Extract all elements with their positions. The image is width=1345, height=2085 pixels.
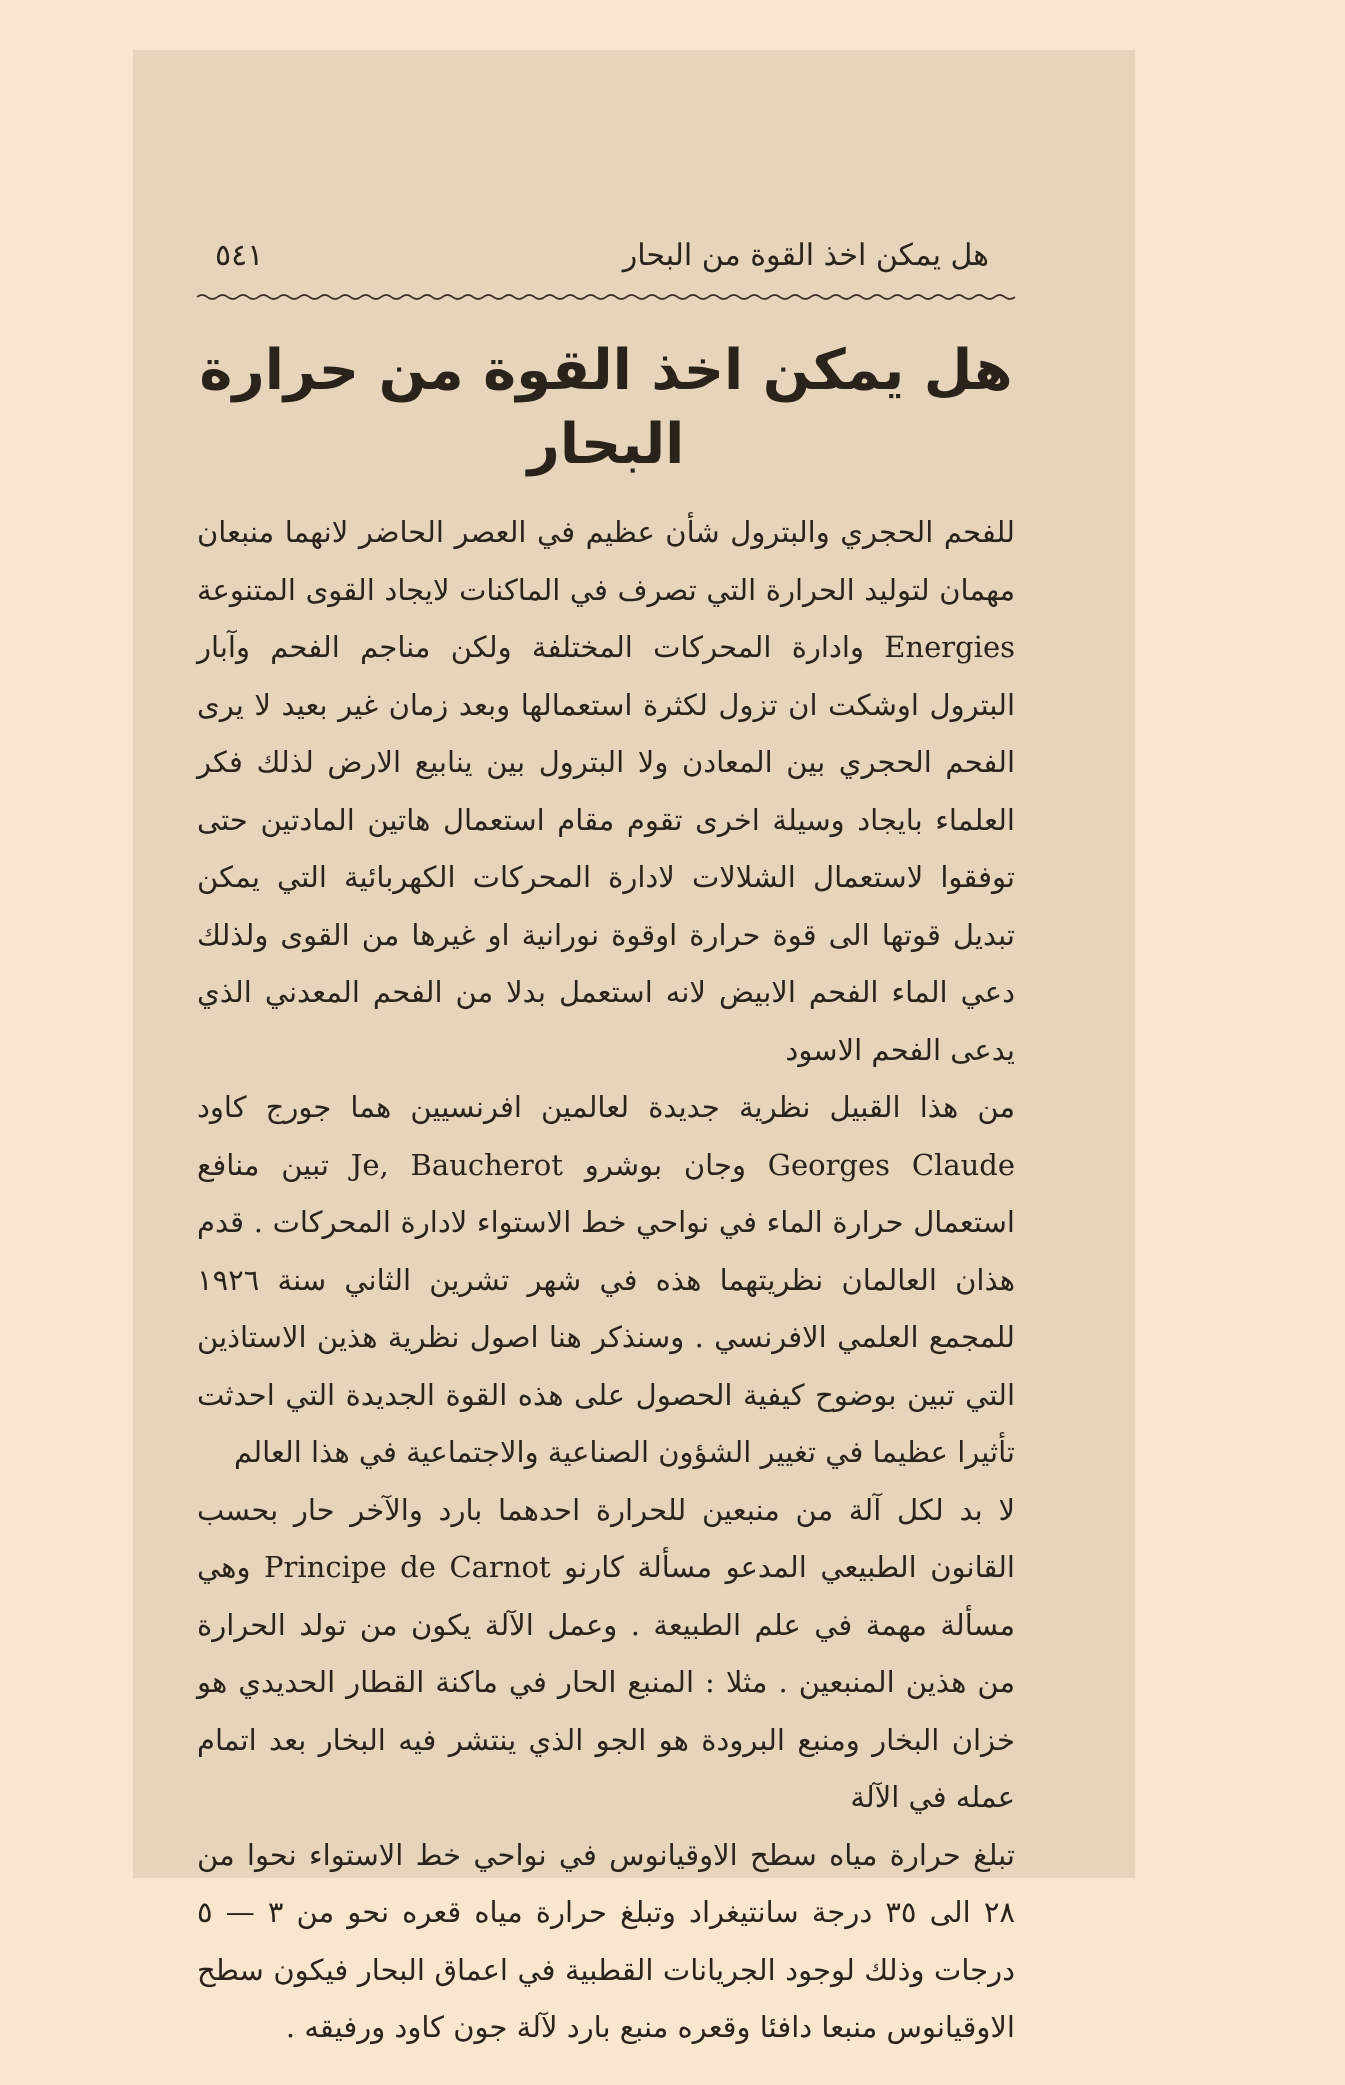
paragraph-2: من هذا القبيل نظرية جديدة لعالمين افرنسيين هما جورج كاود Georges Claude وجان بوشرو Je, Baucherot تبين منافع استعمال حرارة الماء في نواحي خط الاستواء لادارة المحركات . قدم هذان العالمان نظريتهما هذه في شهر تشرين الثاني سنة ١٩٢٦ للمجمع العلمي الافرنسي . وسنذكر هنا اصول نظرية هذين الاستاذين التي تبين بوضوح كيفية الحصول على هذه القوة الجديدة التي احدثت تأثيرا عظيما في تغيير الشؤون الصناعية والاجتماعية في هذا العالم bbox=[197, 1090, 1016, 1469]
page-header bbox=[197, 236, 1015, 276]
paragraph-1: للفحم الحجري والبترول شأن عظيم في العصر الحاضر لانهما منبعان مهمان لتوليد الحرارة التي تصرف في الماكنات لايجاد القوى المتنوعة Energies وادارة المحركات المختلفة ولكن مناجم الفحم وآبار البترول اوشكت ان تزول لكثرة استعمالها وبعد زمان غير بعيد لا يرى الفحم الحجري بين المعادن ولا البترول بين ينابيع الارض لذلك فكر العلماء بايجاد وسيلة اخرى تقوم مقام استعمال هاتين المادتين حتى توفقوا لاستعمال الشلالات لادارة المحركات الكهربائية التي يمكن تبديل قوتها الى قوة حرارة اوقوة نورانية او غيرها من القوى ولذلك دعي الماء الفحم الابيض لانه استعمل بدلا من الفحم المعدني الذي يدعى الفحم الاسود bbox=[197, 515, 1015, 1067]
article-title: هل يمكن اخذ القوة من حرارة البحار bbox=[199, 338, 1013, 477]
book-page bbox=[133, 50, 1135, 2044]
wavy-divider bbox=[197, 290, 1015, 304]
wavy-divider-icon bbox=[197, 290, 1015, 304]
paragraph-3: لا بد لكل آلة من منبعين للحرارة احدهما بارد والآخر حار بحسب القانون الطبيعي المدعو مسألة كارنو Principe de Carnot وهي مسألة مهمة في علم الطبيعة . وعمل الآلة يكون من تولد الحرارة من هذين المنبعين . مثلا : المنبع الحار في ماكنة القطار الحديدي هو خزان البخار ومنبع البرودة هو الجو الذي ينتشر فيه البخار بعد اتمام عمله في الآلة bbox=[197, 1492, 1015, 1814]
running-head: هل يمكن اخذ القوة من البحار bbox=[622, 238, 989, 273]
paragraph-4: تبلغ حرارة مياه سطح الاوقيانوس في نواحي خط الاستواء نحوا من ٢٨ الى ٣٥ درجة سانتيغراد وتبلغ حرارة مياه قعره نحو من ٣ — ٥ درجات وذلك لوجود الجريانات القطبية في اعماق البحار فيكون سطح الاوقيانوس منبعا دافئا وقعره منبع بارد لآلة جون كاود ورفيقه . bbox=[197, 1837, 1015, 2044]
page-number: ٥٤١ bbox=[215, 238, 264, 273]
